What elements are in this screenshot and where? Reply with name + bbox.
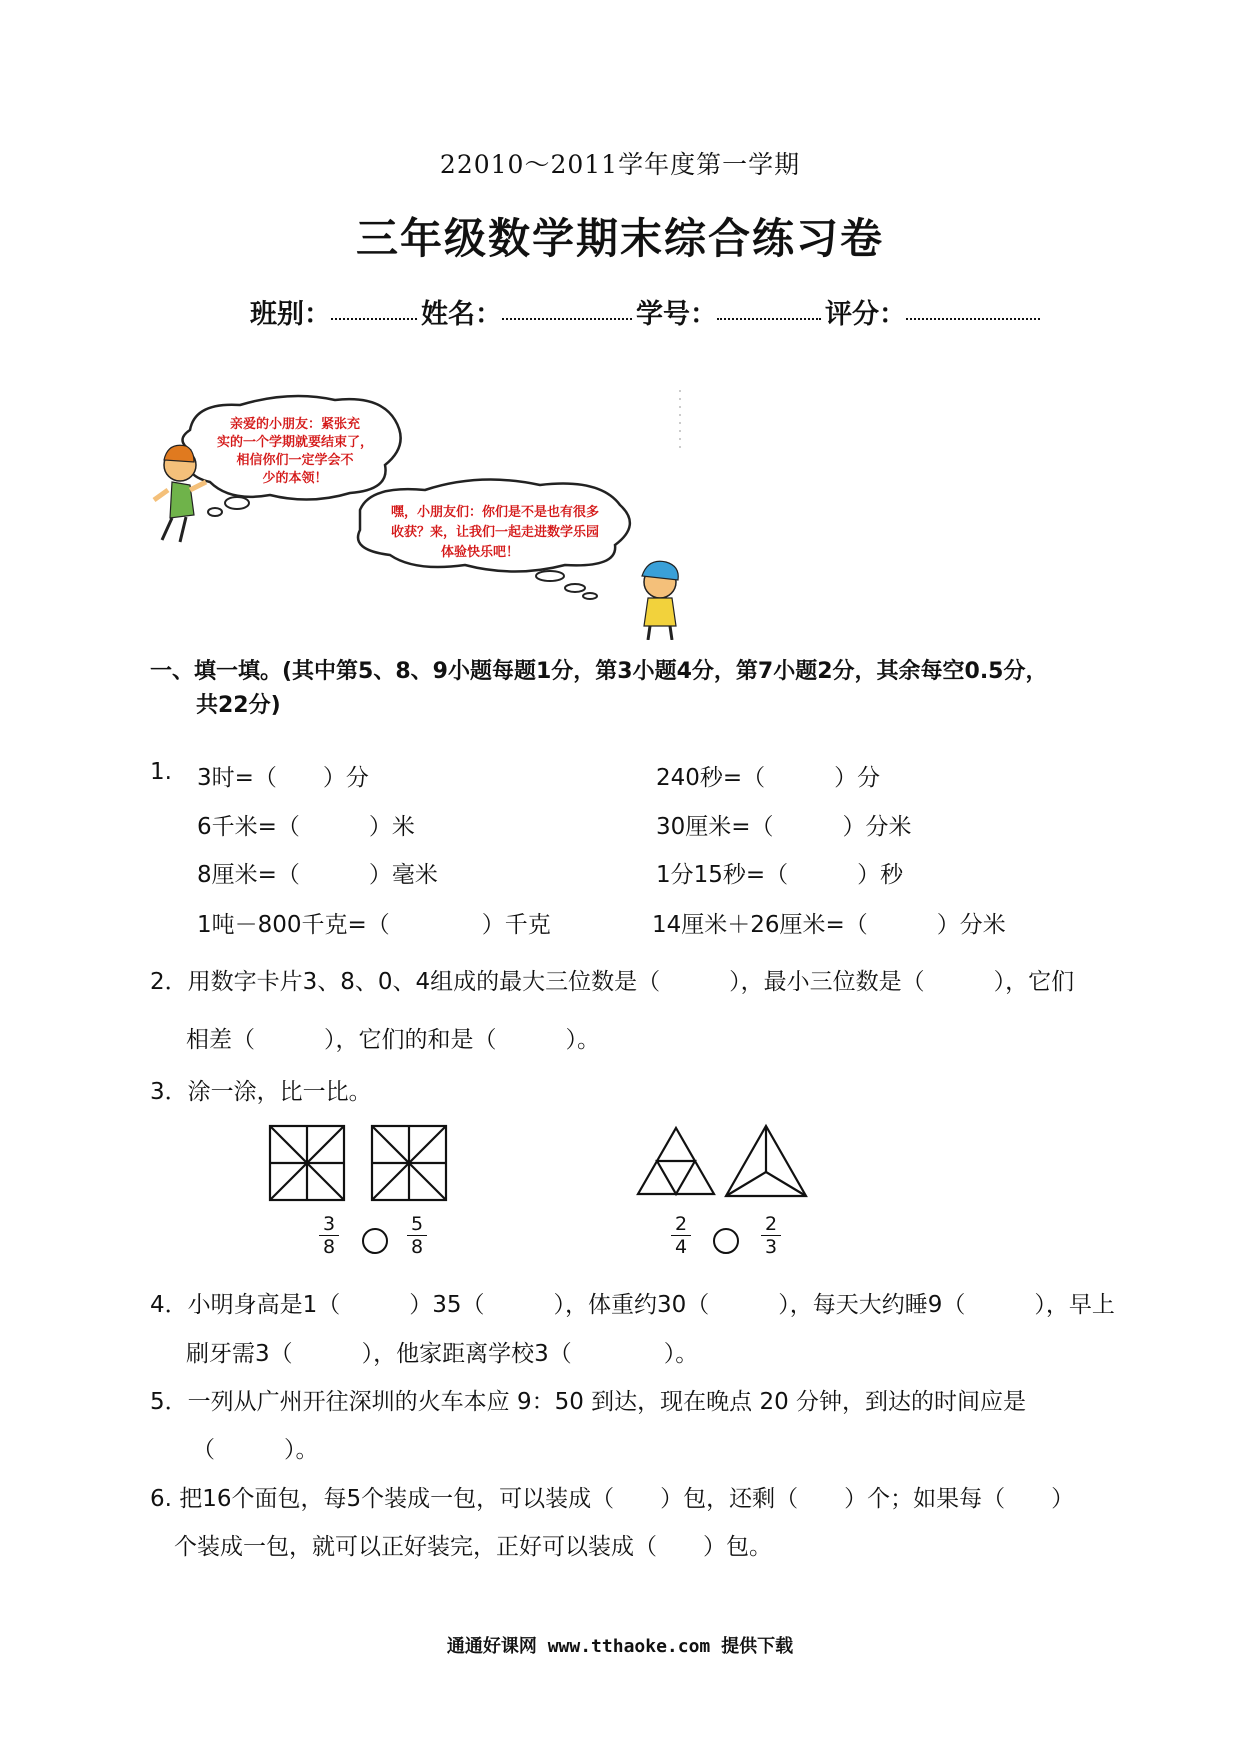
q4-line1: 4．小明身高是1（ ）35（ ），体重约30（ ），每天大约睡9（ ），早上	[150, 1292, 1115, 1318]
q5-line2: （ ）。	[192, 1437, 319, 1463]
q4-line2: 刷牙需3（ ），他家距离学校3（ ）。	[186, 1341, 699, 1367]
bubble-tail-1	[225, 497, 249, 509]
fraction-denominator: 8	[410, 1236, 424, 1258]
fraction-numerator: 2	[764, 1213, 778, 1235]
fraction-2-4	[669, 1214, 693, 1257]
q1-left-2: 6千米=（ ）米	[197, 814, 415, 840]
section-1-heading-line2: 共22分)	[196, 693, 281, 718]
footer-credit: 通通好课网 www.tthaoke.com 提供下载	[446, 1636, 794, 1657]
student-info-row	[250, 292, 1044, 331]
q1-right-2: 30厘米=（ ）分米	[656, 814, 912, 840]
fraction-3-8	[317, 1214, 341, 1257]
score-label: 评分：	[825, 299, 906, 330]
bubble1-line3: 相信你们一定学会不	[236, 453, 354, 468]
bubble1-line4: 少的本领！	[262, 471, 328, 486]
fraction-5-8	[405, 1214, 429, 1257]
bubble1-line2: 实的一个学期就要结束了，	[216, 435, 374, 450]
q6-line2: 个装成一包，就可以正好装完，正好可以装成（ ）包。	[174, 1534, 772, 1560]
bubble-tail-4	[565, 584, 585, 592]
section-1-heading	[150, 655, 1048, 723]
q2-line1: 2．用数字卡片3、8、0、4组成的最大三位数是（ ），最小三位数是（ ），它们	[150, 969, 1075, 995]
bubble-tail-3	[536, 571, 564, 581]
name-blank[interactable]	[502, 292, 632, 320]
compare-circle-2[interactable]	[713, 1228, 739, 1254]
q1-left-3: 8厘米=（ ）毫米	[197, 862, 438, 888]
q6-line1: 6. 把16个面包，每5个装成一包，可以装成（ ）包，还剩（ ）个；如果每（ ）	[150, 1486, 1075, 1512]
score-blank[interactable]	[906, 292, 1040, 320]
q1-right-3: 1分15秒=（ ）秒	[656, 862, 904, 888]
student-number-blank[interactable]	[717, 292, 821, 320]
section-1-heading-line1: 一、填一填。(其中第5、8、9小题每题1分，第3小题4分，第7小题2分，其余每空0.5分，	[150, 659, 1048, 684]
q1-left-4: 1吨－800千克=（ ）千克	[197, 912, 551, 938]
q2-line2: 相差（ ），它们的和是（ ）。	[186, 1027, 600, 1053]
bubble-tail-5	[583, 593, 597, 599]
q5-line1: 5．一列从广州开往深圳的火车本应 9：50 到达，现在晚点 20 分钟，到达的时间应是	[150, 1389, 1027, 1415]
bubble1-line1: 亲爱的小朋友：紧张充	[229, 417, 361, 432]
fraction-numerator: 5	[410, 1213, 424, 1235]
bubble2-line1: 嘿，小朋友们：你们是不是也有很多	[390, 505, 600, 520]
triangle-thirds	[726, 1126, 806, 1196]
class-label: 班别：	[250, 299, 331, 330]
q1-number: 1.	[150, 759, 172, 785]
bubble-tail-2	[208, 508, 222, 516]
q3-shapes	[268, 1122, 808, 1204]
bubble2-line3: 体验快乐吧！	[440, 545, 520, 560]
square-grid-1	[270, 1126, 344, 1200]
q1-right-1: 240秒=（ ）分	[656, 765, 881, 791]
class-blank[interactable]	[331, 292, 417, 320]
bubble2-line2: 收获？来，让我们一起走进数学乐园	[390, 525, 600, 540]
exam-title: 三年级数学期末综合练习卷	[355, 214, 884, 263]
fraction-denominator: 4	[674, 1236, 688, 1258]
q3-line: 3．涂一涂，比一比。	[150, 1079, 372, 1105]
name-label: 姓名：	[421, 299, 502, 330]
exam-year-subtitle: 22010～2011学年度第一学期	[439, 150, 801, 179]
student-number-label: 学号：	[636, 299, 717, 330]
fraction-denominator: 8	[322, 1236, 336, 1258]
compare-circle-1[interactable]	[362, 1228, 388, 1254]
boy-cartoon-icon	[642, 561, 678, 640]
fraction-2-3	[759, 1214, 783, 1257]
fraction-denominator: 3	[764, 1236, 778, 1258]
q1-left-1: 3时=（ ）分	[197, 765, 369, 791]
fraction-numerator: 2	[674, 1213, 688, 1235]
fraction-numerator: 3	[322, 1213, 336, 1235]
triangle-quarters	[638, 1128, 714, 1194]
square-grid-2	[372, 1126, 446, 1200]
cartoon-illustration	[150, 390, 710, 640]
q1-right-4: 14厘米＋26厘米=（ ）分米	[652, 912, 1006, 938]
